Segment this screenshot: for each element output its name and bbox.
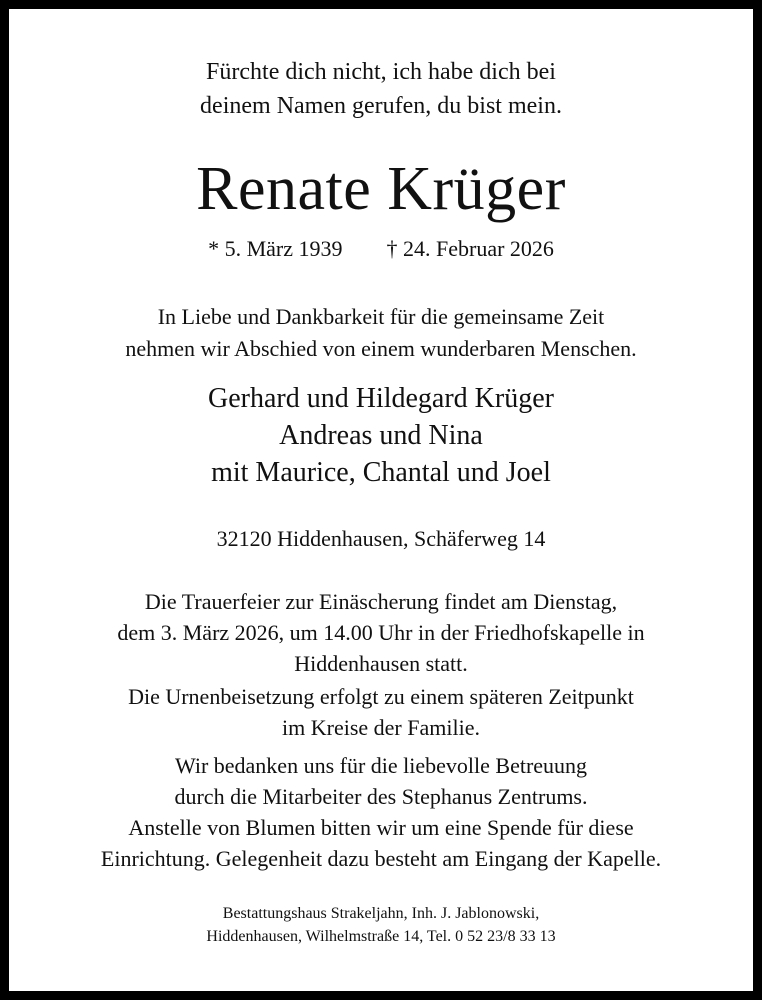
birth-date: 5. März 1939: [224, 236, 343, 261]
death-date: 24. Februar 2026: [403, 236, 554, 261]
life-dates: [9, 234, 753, 264]
ceremony-line: Die Trauerfeier zur Einäscherung findet am Dienstag,: [144, 589, 618, 614]
mourner-line: Andreas und Nina: [279, 420, 483, 451]
ceremony-info: [9, 586, 753, 679]
thanks-and-donation: [9, 750, 753, 874]
thanks-line: Einrichtung. Gelegenheit dazu besteht am Eingang der Kapelle.: [100, 846, 662, 871]
bible-verse: [9, 55, 753, 123]
verse-line: Fürchte dich nicht, ich habe dich bei: [206, 59, 556, 85]
deceased-name: Renate Krüger: [196, 155, 566, 223]
verse-line: deinem Namen gerufen, du bist mein.: [200, 93, 562, 119]
mourners-list: [9, 380, 753, 491]
funeral-home-line: Hiddenhausen, Wilhelmstraße 14, Tel. 0 52 23/8 33 13: [206, 928, 556, 945]
obituary-notice: [9, 9, 753, 991]
death-cross-icon: †: [386, 236, 398, 261]
mourner-line: Gerhard und Hildegard Krüger: [208, 383, 554, 414]
urn-line: im Kreise der Familie.: [282, 715, 480, 740]
birth-star-icon: *: [208, 236, 220, 261]
farewell-line: nehmen wir Abschied von einem wunderbaren Menschen.: [125, 336, 637, 361]
ceremony-line: Hiddenhausen statt.: [294, 651, 468, 676]
ceremony-line: dem 3. März 2026, um 14.00 Uhr in der Friedhofskapelle in: [117, 620, 645, 645]
family-address: 32120 Hiddenhausen, Schäferweg 14: [216, 526, 546, 551]
thanks-line: durch die Mitarbeiter des Stephanus Zentrums.: [174, 784, 588, 809]
farewell-line: In Liebe und Dankbarkeit für die gemeinsame Zeit: [157, 304, 605, 329]
thanks-line: Anstelle von Blumen bitten wir um eine Spende für diese: [128, 815, 634, 840]
urn-burial-info: [9, 681, 753, 743]
mourner-line: mit Maurice, Chantal und Joel: [211, 457, 551, 488]
farewell-text: [9, 301, 753, 365]
funeral-home-line: Bestattungshaus Strakeljahn, Inh. J. Jablonowski,: [222, 905, 540, 922]
thanks-line: Wir bedanken uns für die liebevolle Betreuung: [174, 753, 588, 778]
urn-line: Die Urnenbeisetzung erfolgt zu einem späteren Zeitpunkt: [128, 684, 634, 709]
funeral-home-info: [9, 902, 753, 948]
